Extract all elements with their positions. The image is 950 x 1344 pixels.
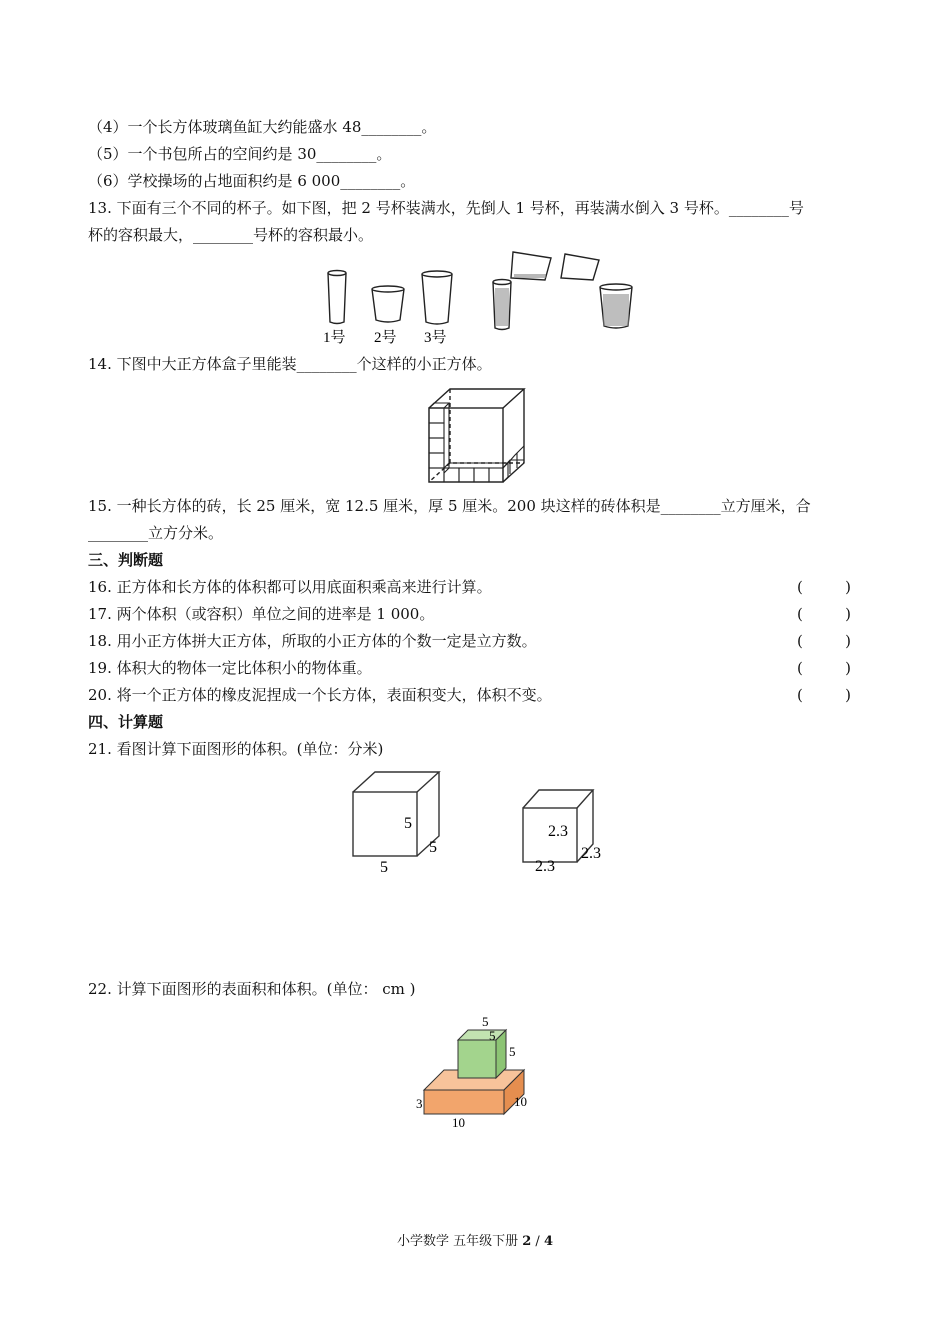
paren-open: (: [797, 686, 803, 704]
base-width-label: 10: [452, 1115, 465, 1130]
base-front: [424, 1090, 504, 1114]
q20-text: 20. 将一个正方体的橡皮泥捏成一个长方体，表面积变大，体积不变。: [88, 686, 552, 704]
footer-total: 4: [543, 1234, 553, 1249]
section-calculation-heading: 四、计算题: [88, 713, 164, 731]
q18-answer-parens[interactable]: [797, 632, 851, 650]
q22-stacked-figure: [414, 1014, 544, 1129]
cube-b-depth: 2.3: [581, 845, 601, 862]
cup-label-3: 3号: [424, 330, 447, 346]
cube-top-edge: 5: [482, 1014, 489, 1029]
q13-line2: 杯的容积最大，________号杯的容积最小。: [88, 226, 374, 244]
cube-a-depth: 5: [429, 839, 437, 856]
q15-line1: 15. 一种长方体的砖，长 25 厘米，宽 12.5 厘米，厚 5 厘米。200 块这样的砖体积是________立方厘米，合: [88, 497, 811, 515]
q13-line1: 13. 下面有三个不同的杯子。如下图，把 2 号杯装满水，先倒人 1 号杯，再装满水倒入 3 号杯。________号: [88, 199, 804, 217]
paren-close: ): [845, 659, 851, 677]
q19-answer-parens[interactable]: [797, 659, 851, 677]
q12-item4: （4）一个长方体玻璃鱼缸大约能盛水 48________。: [88, 118, 437, 136]
base-height-label: 3: [416, 1096, 423, 1111]
cube-right-edge: 5: [509, 1044, 516, 1059]
cube-box-figure: [428, 388, 528, 488]
q21-text: 21. 看图计算下面图形的体积。(单位：分米): [88, 740, 384, 758]
q17-answer-parens[interactable]: [797, 605, 851, 623]
q19-text: 19. 体积大的物体一定比体积小的物体重。: [88, 659, 372, 677]
q12-item6: （6）学校操场的占地面积约是 6 000________。: [88, 172, 416, 190]
cube-a-height: 5: [404, 815, 412, 832]
cube-a-width: 5: [380, 859, 388, 876]
q17-text: 17. 两个体积（或容积）单位之间的进率是 1 000。: [88, 605, 435, 623]
q14-text: 14. 下图中大正方体盒子里能装________个这样的小正方体。: [88, 355, 492, 373]
q16-text: 16. 正方体和长方体的体积都可以用底面积乘高来进行计算。: [88, 578, 492, 596]
paren-open: (: [797, 659, 803, 677]
q22-text: 22. 计算下面图形的表面积和体积。(单位： cm ): [88, 980, 416, 998]
cup-label-1: 1号: [323, 330, 346, 346]
paren-open: (: [797, 632, 803, 650]
q12-item5: （5）一个书包所占的空间约是 30________。: [88, 145, 392, 163]
paren-close: ): [845, 578, 851, 596]
page-footer: [0, 1230, 950, 1249]
paren-close: ): [845, 605, 851, 623]
q16-answer-parens[interactable]: [797, 578, 851, 596]
footer-sep: /: [531, 1234, 544, 1249]
cube-b-height: 2.3: [548, 823, 568, 840]
q18-text: 18. 用小正方体拼大正方体，所取的小正方体的个数一定是立方数。: [88, 632, 537, 650]
paren-close: ): [845, 632, 851, 650]
paren-open: (: [797, 605, 803, 623]
cup-label-2: 2号: [374, 330, 397, 346]
base-depth-label: 10: [514, 1094, 527, 1109]
cube-b-width: 2.3: [535, 858, 555, 875]
cups-figure: [315, 262, 665, 346]
q15-line2: ________立方分米。: [88, 524, 224, 542]
cube-top-edge-2: 5: [489, 1028, 496, 1043]
cube-front: [458, 1040, 496, 1078]
paren-open: (: [797, 578, 803, 596]
section-judgement-heading: 三、判断题: [88, 551, 164, 569]
q21-cubes-figure: [345, 770, 615, 880]
q20-answer-parens[interactable]: [797, 686, 851, 704]
footer-subject: 小学数学 五年级下册: [396, 1234, 523, 1249]
paren-close: ): [845, 686, 851, 704]
footer-page: 2: [522, 1234, 532, 1249]
